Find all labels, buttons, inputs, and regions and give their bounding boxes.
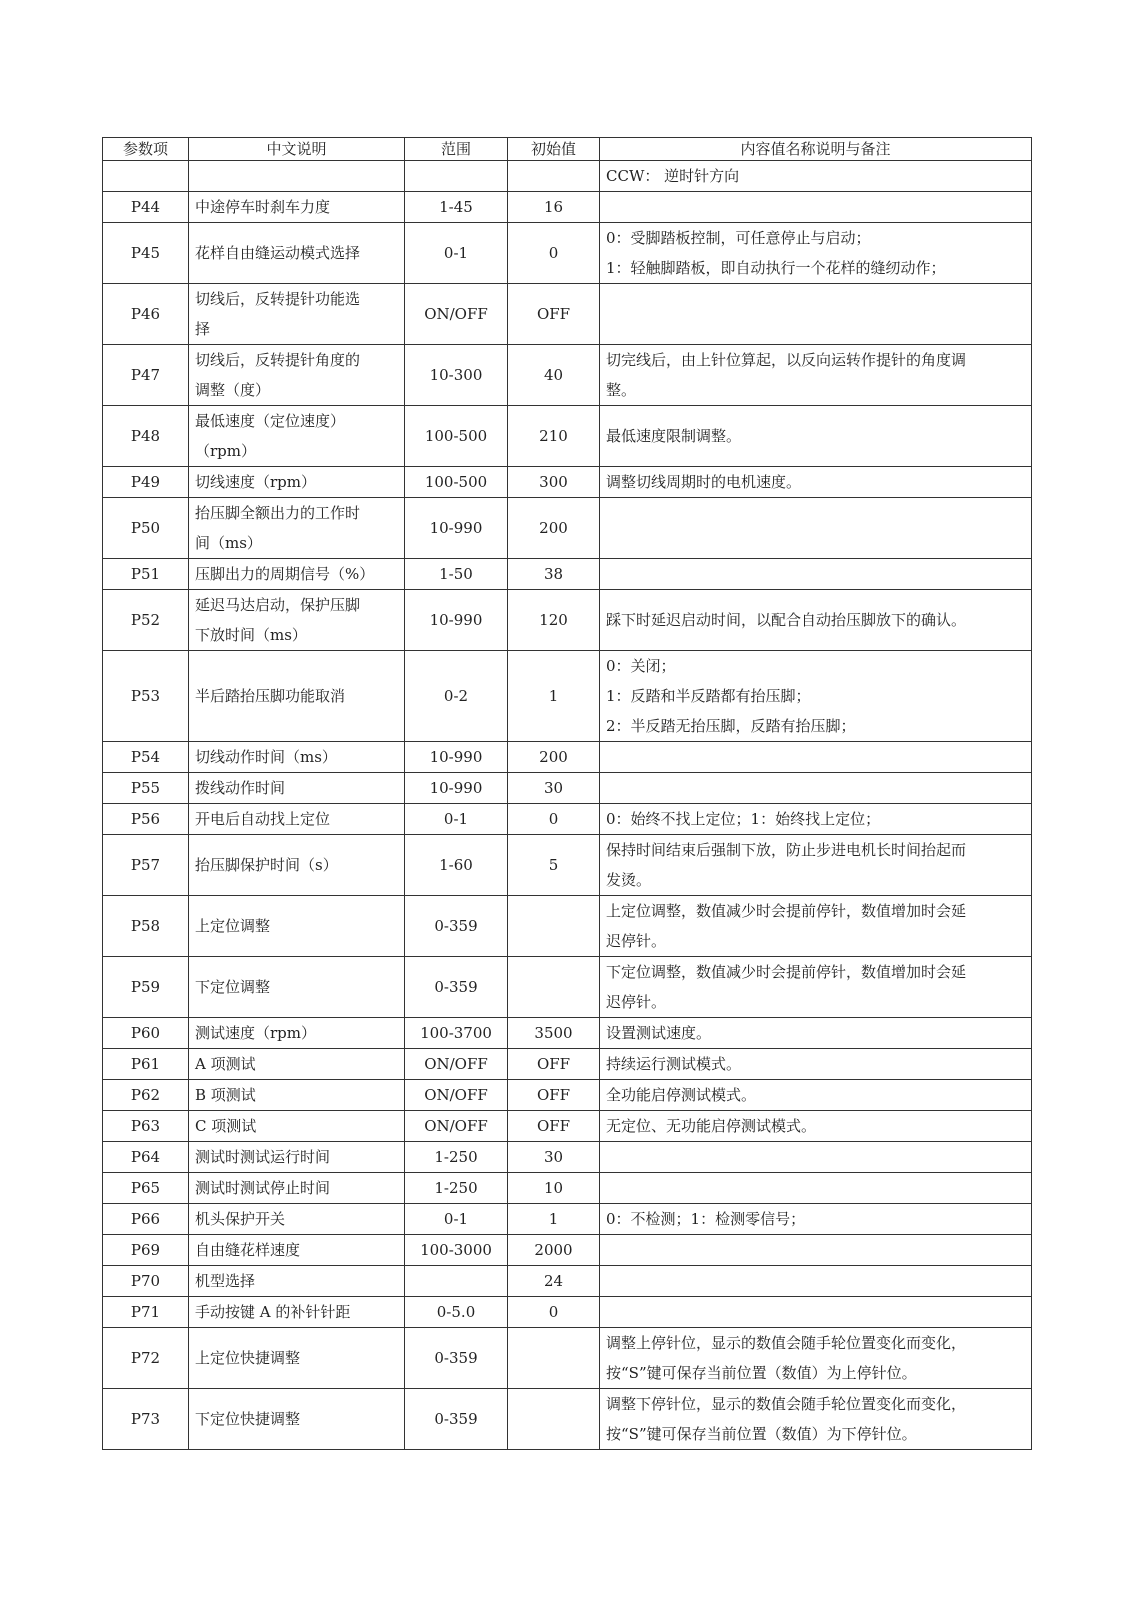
param-name-line: 下放时间（ms）: [195, 626, 307, 644]
param-name-line: 间（ms）: [195, 534, 262, 552]
param-range-cell: ON/OFF: [405, 1080, 508, 1111]
table-row: [103, 498, 1032, 559]
param-code-cell: P48: [103, 406, 189, 467]
param-note-line: 发烫。: [606, 871, 652, 889]
param-range-cell: 0-359: [405, 896, 508, 957]
param-note-line: 上定位调整，数值减少时会提前停针，数值增加时会延: [606, 902, 967, 920]
param-note-line: 0：始终不找上定位；1：始终找上定位；: [606, 810, 881, 828]
table-row: [103, 467, 1032, 498]
param-range-cell: 1-50: [405, 559, 508, 590]
param-name-cell: [189, 1111, 405, 1142]
param-name-cell: [189, 1266, 405, 1297]
param-init-cell: 1: [508, 1204, 600, 1235]
param-note-cell: [600, 1142, 1032, 1173]
param-name-cell: [189, 223, 405, 284]
param-range-cell: 10-990: [405, 590, 508, 651]
param-note-line: 无定位、无功能启停测试模式。: [606, 1117, 817, 1135]
param-note-cell: [600, 345, 1032, 406]
param-range-cell: 0-359: [405, 1389, 508, 1450]
table-header: [103, 138, 1032, 161]
param-note-line: 全功能启停测试模式。: [606, 1086, 757, 1104]
param-note-cell: [600, 957, 1032, 1018]
param-range-cell: 10-990: [405, 742, 508, 773]
table-row: [103, 1235, 1032, 1266]
param-range-cell: 1-250: [405, 1173, 508, 1204]
param-code-cell: P45: [103, 223, 189, 284]
param-range-cell: 0-2: [405, 651, 508, 742]
param-range-cell: 0-1: [405, 804, 508, 835]
param-name-cell: [189, 192, 405, 223]
param-name-cell: [189, 773, 405, 804]
param-name-line: （rpm）: [195, 442, 256, 460]
param-init-cell: OFF: [508, 1111, 600, 1142]
header-note: 内容值名称说明与备注: [600, 138, 1032, 161]
param-init-cell: 30: [508, 1142, 600, 1173]
param-code-cell: P57: [103, 835, 189, 896]
param-note-cell: [600, 223, 1032, 284]
param-name-cell: [189, 1297, 405, 1328]
table-row: [103, 835, 1032, 896]
param-note-cell: [600, 742, 1032, 773]
table-row: [103, 957, 1032, 1018]
param-note-line: 设置测试速度。: [606, 1024, 712, 1042]
header-init: 初始值: [508, 138, 600, 161]
param-code-cell: P53: [103, 651, 189, 742]
param-init-cell: 30: [508, 773, 600, 804]
param-init-cell: 3500: [508, 1018, 600, 1049]
param-name-line: 拨线动作时间: [195, 779, 286, 797]
param-note-line: CCW： 逆时针方向: [606, 167, 740, 185]
param-name-line: 抬压脚全额出力的工作时: [195, 504, 361, 522]
param-note-line: 持续运行测试模式。: [606, 1055, 742, 1073]
param-note-line: 0：不检测；1：检测零信号；: [606, 1210, 806, 1228]
param-range-cell: 100-500: [405, 406, 508, 467]
table-row: [103, 1049, 1032, 1080]
table-row: [103, 284, 1032, 345]
param-name-cell: [189, 1173, 405, 1204]
param-code-cell: P51: [103, 559, 189, 590]
param-code-cell: P49: [103, 467, 189, 498]
param-code-cell: P44: [103, 192, 189, 223]
param-init-cell: 24: [508, 1266, 600, 1297]
param-range-cell: [405, 161, 508, 192]
param-name-cell: [189, 896, 405, 957]
header-row: [103, 138, 1032, 161]
param-note-line: 2：半反踏无抬压脚，反踏有抬压脚；: [606, 717, 856, 735]
param-note-cell: [600, 835, 1032, 896]
param-name-cell: [189, 835, 405, 896]
param-note-line: 踩下时延迟启动时间，以配合自动抬压脚放下的确认。: [606, 611, 967, 629]
header-code: 参数项: [103, 138, 189, 161]
param-name-line: 花样自由缝运动模式选择: [195, 244, 361, 262]
param-range-cell: ON/OFF: [405, 284, 508, 345]
param-name-line: 手动按键 A 的补针针距: [195, 1303, 351, 1321]
param-range-cell: 0-1: [405, 223, 508, 284]
header-name: 中文说明: [189, 138, 405, 161]
param-note-cell: [600, 1111, 1032, 1142]
param-note-line: 迟停针。: [606, 932, 667, 950]
param-range-cell: 1-250: [405, 1142, 508, 1173]
param-name-line: 切线速度（rpm）: [195, 473, 316, 491]
param-note-cell: [600, 192, 1032, 223]
param-note-cell: [600, 406, 1032, 467]
param-code-cell: P52: [103, 590, 189, 651]
table-row: [103, 804, 1032, 835]
table-row: [103, 773, 1032, 804]
param-name-cell: [189, 345, 405, 406]
param-code-cell: P56: [103, 804, 189, 835]
param-note-cell: [600, 498, 1032, 559]
param-name-line: 机型选择: [195, 1272, 256, 1290]
param-name-cell: [189, 1080, 405, 1111]
param-name-cell: [189, 406, 405, 467]
param-name-line: 抬压脚保护时间（s）: [195, 856, 338, 874]
param-code-cell: P73: [103, 1389, 189, 1450]
param-name-line: 测试时测试停止时间: [195, 1179, 331, 1197]
param-code-cell: P65: [103, 1173, 189, 1204]
param-range-cell: 0-1: [405, 1204, 508, 1235]
table-row: [103, 1389, 1032, 1450]
param-note-cell: [600, 284, 1032, 345]
param-range-cell: 0-359: [405, 1328, 508, 1389]
header-range: 范围: [405, 138, 508, 161]
param-name-line: 压脚出力的周期信号（%）: [195, 565, 375, 583]
param-note-cell: [600, 1266, 1032, 1297]
table-row: [103, 1266, 1032, 1297]
param-code-cell: P66: [103, 1204, 189, 1235]
param-note-cell: [600, 1018, 1032, 1049]
table-row: [103, 1204, 1032, 1235]
param-range-cell: [405, 1266, 508, 1297]
param-name-cell: [189, 559, 405, 590]
param-name-line: 下定位快捷调整: [195, 1410, 301, 1428]
param-init-cell: [508, 896, 600, 957]
param-range-cell: 100-500: [405, 467, 508, 498]
param-name-line: 上定位快捷调整: [195, 1349, 301, 1367]
param-note-cell: [600, 651, 1032, 742]
param-note-line: 1：轻触脚踏板，即自动执行一个花样的缝纫动作；: [606, 259, 946, 277]
param-init-cell: 210: [508, 406, 600, 467]
param-code-cell: P58: [103, 896, 189, 957]
param-name-cell: [189, 1142, 405, 1173]
param-range-cell: ON/OFF: [405, 1111, 508, 1142]
param-note-line: 按“S”键可保存当前位置（数值）为上停针位。: [606, 1364, 917, 1382]
param-note-line: 迟停针。: [606, 993, 667, 1011]
param-range-cell: 1-60: [405, 835, 508, 896]
param-name-cell: [189, 1049, 405, 1080]
param-code-cell: P61: [103, 1049, 189, 1080]
param-note-line: 下定位调整，数值减少时会提前停针，数值增加时会延: [606, 963, 967, 981]
param-code-cell: P70: [103, 1266, 189, 1297]
param-init-cell: 200: [508, 742, 600, 773]
param-name-line: 半后踏抬压脚功能取消: [195, 687, 346, 705]
param-init-cell: 5: [508, 835, 600, 896]
table-row: [103, 1328, 1032, 1389]
param-code-cell: P54: [103, 742, 189, 773]
param-code-cell: P64: [103, 1142, 189, 1173]
param-init-cell: 1: [508, 651, 600, 742]
table-row: [103, 896, 1032, 957]
param-name-line: 测试速度（rpm）: [195, 1024, 316, 1042]
param-code-cell: P63: [103, 1111, 189, 1142]
param-note-line: 保持时间结束后强制下放，防止步进电机长时间抬起而: [606, 841, 967, 859]
param-name-line: 最低速度（定位速度）: [195, 412, 346, 430]
param-note-cell: [600, 1297, 1032, 1328]
param-init-cell: OFF: [508, 1049, 600, 1080]
param-name-line: A 项测试: [195, 1055, 256, 1073]
param-code-cell: P72: [103, 1328, 189, 1389]
param-init-cell: 2000: [508, 1235, 600, 1266]
param-code-cell: P71: [103, 1297, 189, 1328]
param-init-cell: 40: [508, 345, 600, 406]
table-row: [103, 651, 1032, 742]
table-row: [103, 345, 1032, 406]
table-row: [103, 742, 1032, 773]
param-code-cell: P47: [103, 345, 189, 406]
param-name-cell: [189, 161, 405, 192]
param-note-cell: [600, 804, 1032, 835]
param-note-line: 0：关闭；: [606, 657, 676, 675]
param-range-cell: 0-359: [405, 957, 508, 1018]
table-row: [103, 1173, 1032, 1204]
param-note-line: 切完线后，由上针位算起，以反向运转作提针的角度调: [606, 351, 967, 369]
param-name-cell: [189, 1018, 405, 1049]
param-note-cell: [600, 1328, 1032, 1389]
param-note-line: 最低速度限制调整。: [606, 427, 742, 445]
table-row: [103, 406, 1032, 467]
table-body: [103, 161, 1032, 1450]
param-code-cell: P62: [103, 1080, 189, 1111]
param-name-cell: [189, 651, 405, 742]
param-init-cell: 10: [508, 1173, 600, 1204]
param-init-cell: 0: [508, 804, 600, 835]
param-name-cell: [189, 957, 405, 1018]
param-init-cell: [508, 1389, 600, 1450]
param-init-cell: 300: [508, 467, 600, 498]
param-name-line: 调整（度）: [195, 381, 271, 399]
param-code-cell: P46: [103, 284, 189, 345]
table-row: [103, 1297, 1032, 1328]
param-init-cell: [508, 1328, 600, 1389]
param-name-line: C 项测试: [195, 1117, 257, 1135]
param-code-cell: P69: [103, 1235, 189, 1266]
param-note-cell: [600, 1389, 1032, 1450]
param-name-cell: [189, 1204, 405, 1235]
param-range-cell: ON/OFF: [405, 1049, 508, 1080]
table-row: [103, 1080, 1032, 1111]
param-name-line: 切线后，反转提针功能选: [195, 290, 361, 308]
param-name-line: 自由缝花样速度: [195, 1241, 301, 1259]
param-note-line: 调整下停针位，显示的数值会随手轮位置变化而变化，: [606, 1395, 967, 1413]
param-range-cell: 10-990: [405, 773, 508, 804]
param-name-cell: [189, 284, 405, 345]
param-note-cell: [600, 1049, 1032, 1080]
param-note-cell: [600, 1173, 1032, 1204]
param-note-cell: [600, 1235, 1032, 1266]
param-name-line: 切线动作时间（ms）: [195, 748, 337, 766]
param-init-cell: 200: [508, 498, 600, 559]
table-row: [103, 1018, 1032, 1049]
param-name-line: 延迟马达启动，保护压脚: [195, 596, 361, 614]
param-name-cell: [189, 804, 405, 835]
parameter-table: [102, 137, 1032, 1450]
param-init-cell: 16: [508, 192, 600, 223]
param-name-line: B 项测试: [195, 1086, 256, 1104]
param-note-cell: [600, 773, 1032, 804]
param-note-cell: [600, 590, 1032, 651]
param-name-line: 机头保护开关: [195, 1210, 286, 1228]
param-note-line: 整。: [606, 381, 637, 399]
param-note-line: 调整切线周期时的电机速度。: [606, 473, 802, 491]
param-name-cell: [189, 498, 405, 559]
param-range-cell: 100-3700: [405, 1018, 508, 1049]
param-range-cell: 100-3000: [405, 1235, 508, 1266]
table-row: [103, 1111, 1032, 1142]
param-name-cell: [189, 1389, 405, 1450]
table-row: [103, 559, 1032, 590]
param-init-cell: 0: [508, 223, 600, 284]
param-code-cell: [103, 161, 189, 192]
param-name-line: 择: [195, 320, 211, 338]
param-range-cell: 0-5.0: [405, 1297, 508, 1328]
param-range-cell: 1-45: [405, 192, 508, 223]
param-code-cell: P55: [103, 773, 189, 804]
param-name-cell: [189, 467, 405, 498]
param-init-cell: [508, 161, 600, 192]
param-note-line: 0：受脚踏板控制，可任意停止与启动；: [606, 229, 871, 247]
table-row: [103, 1142, 1032, 1173]
param-init-cell: 120: [508, 590, 600, 651]
table-row: [103, 161, 1032, 192]
table-row: [103, 223, 1032, 284]
param-note-line: 按“S”键可保存当前位置（数值）为下停针位。: [606, 1425, 917, 1443]
param-name-line: 切线后，反转提针角度的: [195, 351, 361, 369]
param-range-cell: 10-300: [405, 345, 508, 406]
param-init-cell: 38: [508, 559, 600, 590]
param-init-cell: [508, 957, 600, 1018]
param-note-cell: [600, 559, 1032, 590]
param-name-line: 中途停车时刹车力度: [195, 198, 331, 216]
param-note-cell: [600, 161, 1032, 192]
param-name-line: 上定位调整: [195, 917, 271, 935]
param-note-cell: [600, 1204, 1032, 1235]
param-note-cell: [600, 467, 1032, 498]
param-name-line: 下定位调整: [195, 978, 271, 996]
param-name-cell: [189, 1235, 405, 1266]
param-name-cell: [189, 742, 405, 773]
param-note-cell: [600, 896, 1032, 957]
param-note-line: 调整上停针位，显示的数值会随手轮位置变化而变化，: [606, 1334, 967, 1352]
param-init-cell: 0: [508, 1297, 600, 1328]
param-name-line: 测试时测试运行时间: [195, 1148, 331, 1166]
param-init-cell: OFF: [508, 284, 600, 345]
table-row: [103, 192, 1032, 223]
param-name-cell: [189, 1328, 405, 1389]
param-init-cell: OFF: [508, 1080, 600, 1111]
param-note-line: 1：反踏和半反踏都有抬压脚；: [606, 687, 811, 705]
param-range-cell: 10-990: [405, 498, 508, 559]
param-name-cell: [189, 590, 405, 651]
param-code-cell: P60: [103, 1018, 189, 1049]
param-name-line: 开电后自动找上定位: [195, 810, 331, 828]
param-note-cell: [600, 1080, 1032, 1111]
param-code-cell: P59: [103, 957, 189, 1018]
param-code-cell: P50: [103, 498, 189, 559]
table-row: [103, 590, 1032, 651]
